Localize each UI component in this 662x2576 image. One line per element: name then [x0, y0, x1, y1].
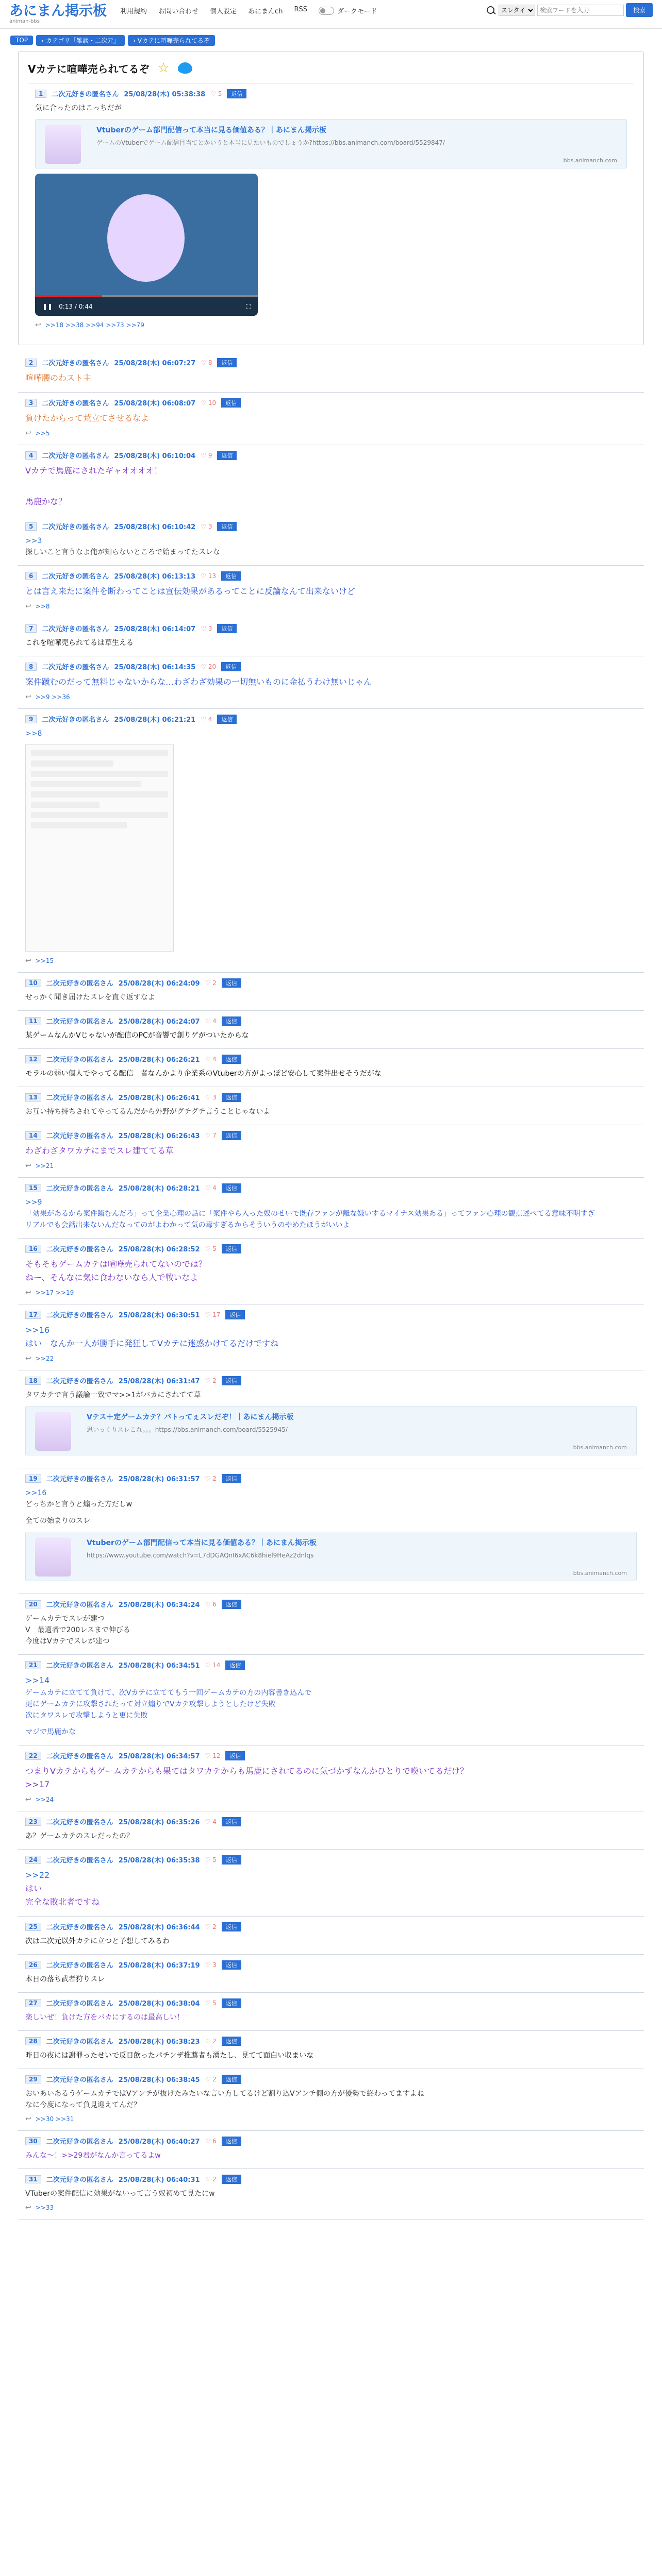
like-icon[interactable]: ♡ 17 [205, 1311, 221, 1318]
play-icon[interactable]: ❚❚ [42, 303, 53, 310]
twitter-share-icon[interactable] [178, 62, 192, 74]
post: 25 二次元好きの匿名さん 25/08/28(木) 06:36:44 ♡ 2 返信 次は二次元以外カテに立つと予想してみるわ [18, 1917, 644, 1955]
post-body: はい [25, 1884, 42, 1893]
nav-animanch[interactable]: あにまんch [248, 8, 283, 15]
post-body: Vカテで馬鹿にされたギャオオオオ！ [25, 466, 162, 476]
reply-button[interactable]: 返信 [222, 1016, 241, 1026]
link-card[interactable]: Vtuberのゲーム部門配信って本当に見る価値ある？｜あにまん掲示板 https://www.youtube.com/watch?v=L7dDGAQnI6xAC6k8hiel9HeAz2dnlqs bbs.animanch.com [25, 1532, 637, 1581]
anchor-link[interactable]: >>17 [25, 1780, 50, 1789]
post: 2 二次元好きの匿名さん 25/08/28(木) 06:07:27 ♡ 8 返信 喧嘩腰のわスト主 [18, 352, 644, 393]
post: 9 二次元好きの匿名さん 25/08/28(木) 06:21:21 ♡ 4 返信 >>8 ↩ >>15 [18, 709, 644, 973]
reply-button[interactable]: 返信 [222, 978, 241, 988]
post: 31 二次元好きの匿名さん 25/08/28(木) 06:40:31 ♡ 2 返信 VTuberの案件配信に効果がないって言う奴初めて見たにw ↩ >>33 [18, 2169, 644, 2219]
reply-button[interactable]: 返信 [222, 2037, 241, 2046]
nav-rss[interactable]: RSS [294, 6, 307, 13]
reply-button[interactable]: 返信 [222, 2137, 241, 2146]
reply-button[interactable]: 返信 [225, 1751, 245, 1760]
post-body: みんな〜！>>29君がなんか言ってるよw [25, 2151, 161, 2160]
post-body: 気に合ったのはこっちだが [35, 104, 122, 112]
top-nav [120, 6, 307, 15]
link-card[interactable]: Vtuberのゲーム部門配信って本当に見る価値ある？｜あにまん掲示板 ゲームのVtuberでゲーム配信目当てとかいうと本当に見たいものでしょうか?https://bbs.animanch.com/board/5529847/ bbs.animanch.com [35, 119, 627, 168]
like-icon[interactable]: ♡ 12 [205, 1752, 221, 1759]
like-icon[interactable]: ♡ 2 [205, 2037, 217, 2045]
post: 1 二次元好きの匿名さん 25/08/28(木) 05:38:38 ♡ 5 返信 気に合ったのはこっちだが Vtuberのゲーム部門配信って本当に見る価値ある？｜あにまん掲示板 ゲームのVtuberでゲーム配信目当てとかいうと本当に見たいものでしょうか?https://bbs.animanch.com/board/5529847/ bbs.animanch.com ❚❚ 0:13 / 0:44 ⛶ ↩ >>18 >>38 >>94 >>73 >>79 [28, 83, 634, 336]
reply-button[interactable]: 返信 [217, 358, 237, 367]
reply-ref-icon: ↩ [35, 321, 41, 329]
like-icon[interactable]: ♡ 4 [205, 1184, 217, 1192]
post-body: あ？ゲームカテのスレだったの？ [25, 1832, 134, 1840]
like-icon[interactable]: ♡ 14 [205, 1661, 221, 1669]
post: 3 二次元好きの匿名さん 25/08/28(木) 06:08:07 ♡ 10 返信 負けたからって荒立てさせるなよ ↩ >>5 [18, 393, 644, 445]
reply-button[interactable]: 返信 [222, 1244, 241, 1253]
nav-terms[interactable]: 利用規約 [120, 8, 147, 15]
post-body: ゲームカテでスレが建つ [25, 1615, 105, 1623]
post: 13 二次元好きの匿名さん 25/08/28(木) 06:26:41 ♡ 3 返信 お互い持ち持ちされてやってるんだから外野がグチグチ言うことじゃないよ [18, 1087, 644, 1125]
reply-button[interactable]: 返信 [222, 1922, 241, 1931]
post-body: 昨日の夜には謝罪ったせいで反目飲ったパチンザ推薦者も湧たし、見てて面白い収まいな [25, 2052, 314, 2060]
post: 10 二次元好きの匿名さん 25/08/28(木) 06:24:09 ♡ 2 返信 せっかく聞き届けたスレを直ぐ返すなよ [18, 973, 644, 1011]
reply-button[interactable]: 返信 [217, 715, 237, 724]
nav-settings[interactable]: 個人設定 [210, 8, 237, 15]
anchor-link[interactable]: >>9 [25, 1198, 42, 1207]
post: 29 二次元好きの匿名さん 25/08/28(木) 06:38:45 ♡ 2 返信 おいあいあるうゲームカテではVアンチが抜けたみたいな言い方してるけど割り込Vアンチ側の方が優勢で終わってますよね なに今度になって負見迎えてんだ？ ↩ >>30 >>31 [18, 2069, 644, 2131]
like-icon[interactable]: ♡ 5 [205, 1999, 217, 2007]
post: 6 二次元好きの匿名さん 25/08/28(木) 06:13:13 ♡ 13 返信 とは言え来たに案件を断わってことは宣伝効果があるってことに反論なんて出来ないけど ↩ >>8 [18, 566, 644, 618]
post-body: とは言え来たに案件を断わってことは宣伝効果があるってことに反論なんて出来ないけど [25, 586, 355, 596]
post-body: これを喧嘩売られてるは草生える [25, 639, 134, 647]
thread-main [18, 52, 644, 2219]
search-button[interactable]: 検索 [626, 3, 653, 17]
dark-mode[interactable]: ダークモード [319, 6, 377, 15]
post-body: 本日の落ち武者狩りスレ [25, 1975, 105, 1984]
reply-button[interactable]: 返信 [227, 89, 246, 98]
like-icon[interactable]: ♡ 6 [205, 1600, 217, 1608]
reply-button[interactable]: 返信 [217, 624, 237, 633]
post-body: わざわざタワカテにまでスレ建ててる草 [25, 1146, 174, 1156]
reply-button[interactable]: 返信 [222, 1600, 241, 1609]
post: 8 二次元好きの匿名さん 25/08/28(木) 06:14:35 ♡ 20 返信 案件蹴むのだって無料じゃないからな…わざわざ効果の一切無いものに金払うわけ無いじゃん ↩ >>9 >>36 [18, 656, 644, 709]
post-body: 負けたからって荒立てさせるなよ [25, 413, 150, 423]
like-icon[interactable]: ♡ 2 [205, 979, 217, 987]
search-type-select[interactable] [499, 5, 535, 16]
anchor-link[interactable]: >>3 [25, 537, 42, 545]
like-icon[interactable]: ♡ 10 [201, 399, 217, 406]
reply-button[interactable]: 返信 [222, 2175, 241, 2184]
post: 23 二次元好きの匿名さん 25/08/28(木) 06:35:26 ♡ 4 返信 あ？ゲームカテのスレだったの？ [18, 1811, 644, 1850]
post: 28 二次元好きの匿名さん 25/08/28(木) 06:38:23 ♡ 2 返信 昨日の夜には謝罪ったせいで反目飲ったパチンザ推薦者も湧たし、見てて面白い収まいな [18, 2031, 644, 2069]
post-body: ゲームカテに立てて負けて、次Vカテに立ててもう一回ゲームカテの方の内容書き込んで [25, 1689, 312, 1697]
video-player[interactable] [35, 174, 258, 316]
reply-button[interactable]: 返信 [222, 1376, 241, 1385]
reply-button[interactable]: 返信 [222, 1855, 241, 1865]
post-body: 某ゲームなんかVじゃないが配信のPCが音響で創りゲがついたからな [25, 1031, 249, 1040]
anchor-link[interactable]: >>8 [25, 730, 42, 738]
post-refs: ↩ >>18 >>38 >>94 >>73 >>79 [35, 321, 144, 329]
video-time: 0:13 / 0:44 [59, 303, 93, 310]
reply-button[interactable]: 返信 [221, 662, 241, 671]
reply-button[interactable]: 返信 [222, 1093, 241, 1102]
page-title: Vカテに喧嘩売られてるぞ [28, 62, 150, 75]
post: 15 二次元好きの匿名さん 25/08/28(木) 06:28:21 ♡ 4 返信 >>9 「効果があるから案件蹴むんだろ」って企業心理の話に「案件やら入った奴のせいで既存ファンが離な嫌いするマイナス効果ある」ってファン心理の観点述べてる意味不明すぎ リアルでも会話出来ないんだなってのがよわかって気の毒すぎるからそういうのやめたほうがいいよ [18, 1178, 644, 1239]
post-body: おいあいあるうゲームカテではVアンチが抜けたみたいな言い方してるけど割り込Vアンチ側の方が優勢で終わってますよね [25, 2090, 424, 2098]
reply-button[interactable]: 返信 [222, 1131, 241, 1140]
post: 7 二次元好きの匿名さん 25/08/28(木) 06:14:07 ♡ 3 返信 これを喧嘩売られてるは草生える [18, 618, 644, 656]
post-body: つまりVカテからもゲームカテからも果てはタワカテからも馬鹿にされてるのに気づかずなんかひとりで喚いてるだけ？ [25, 1766, 468, 1776]
post: 11 二次元好きの匿名さん 25/08/28(木) 06:24:07 ♡ 4 返信 某ゲームなんかVじゃないが配信のPCが音響で創りゲがついたからな [18, 1011, 644, 1049]
post-body: 喧嘩腰のわスト主 [25, 373, 92, 383]
reply-button[interactable]: 返信 [221, 398, 241, 408]
post-body: モラルの弱い個人でやってる配信 者なんかより企業系のVtuberの方がよっぽど安心して案件出せそうだがな [25, 1070, 382, 1078]
like-icon[interactable]: ♡ 2 [205, 1923, 217, 1930]
reply-button[interactable]: 返信 [221, 571, 241, 581]
reply-button[interactable]: 返信 [217, 451, 237, 460]
post: 16 二次元好きの匿名さん 25/08/28(木) 06:28:52 ♡ 5 返信 そもそもゲームカテは喧嘩売られてないのでは？ ねー、そんなに気に食わないなら人で戦いなよ ↩ >>17 >>19 [18, 1239, 644, 1304]
post: 14 二次元好きの匿名さん 25/08/28(木) 06:26:43 ♡ 7 返信 わざわざタワカテにまでスレ建ててる草 ↩ >>21 [18, 1125, 644, 1178]
reply-button[interactable]: 返信 [222, 1998, 241, 2008]
reply-button[interactable]: 返信 [222, 1817, 241, 1826]
anchor-link[interactable]: >>16 [25, 1489, 47, 1497]
like-icon[interactable]: ♡ 4 [205, 1017, 217, 1025]
post: 5 二次元好きの匿名さん 25/08/28(木) 06:10:42 ♡ 3 返信 >>3 探しいこと言うなよ俺が知らないところで始まってたスレな [18, 516, 644, 566]
reply-button[interactable]: 返信 [222, 1183, 241, 1193]
thread-title-box [18, 52, 644, 345]
post-body: VTuberの案件配信に効果がないって言う奴初めて見たにw [25, 2190, 215, 2198]
post: 22 二次元好きの匿名さん 25/08/28(木) 06:34:57 ♡ 12 返信 つまりVカテからもゲームカテからも果てはタワカテからも馬鹿にされてるのに気づかずなんかひとりで喚いてるだけ？ >>17 ↩ >>24 [18, 1745, 644, 1811]
search-input[interactable] [537, 5, 624, 16]
card-thumbnail [45, 125, 81, 164]
like-icon[interactable]: ♡ 5 [205, 1245, 217, 1252]
link-card[interactable]: Vテス＋定ゲームカテ？バトってぇスレだぞ！｜あにまん掲示板 思いっくりスレこれ。。。https://bbs.animanch.com/board/5525945/ bbs.animanch.com [25, 1406, 637, 1455]
breadcrumb [0, 34, 662, 46]
like-icon[interactable]: ♡ 4 [205, 1818, 217, 1825]
fullscreen-icon[interactable]: ⛶ [246, 302, 251, 310]
top-bar [0, 0, 662, 29]
post: 17 二次元好きの匿名さん 25/08/28(木) 06:30:51 ♡ 17 返信 >>16 はい なんか一人が勝手に発狂してVカテに迷惑かけてるだけですね ↩ >>22 [18, 1304, 644, 1370]
reply-button[interactable]: 返信 [222, 1960, 241, 1970]
like-icon[interactable]: ♡ 5 [210, 90, 222, 97]
reply-button[interactable]: 返信 [222, 1055, 241, 1064]
post: 19 二次元好きの匿名さん 25/08/28(木) 06:31:57 ♡ 2 返信 >>16 どっちかと言うと煽った方だしw 全ての始まりのスレ Vtuberのゲーム部門配信って本当に見る価値ある？｜あにまん掲示板 https://www.youtube.com/watch?v=L7dDGAQnI6xAC6k8hiel9HeAz2dnlqs bbs.animanch.com [18, 1468, 644, 1594]
reply-button[interactable]: 返信 [217, 522, 237, 531]
reply-button[interactable]: 返信 [225, 1310, 245, 1319]
like-icon[interactable]: ♡ 2 [205, 1475, 217, 1482]
post: 20 二次元好きの匿名さん 25/08/28(木) 06:34:24 ♡ 6 返信 ゲームカテでスレが建つ V 最適者で200レスまで伸びる 今度はVカテでスレが建つ [18, 1594, 644, 1655]
breadcrumb-thread[interactable]: › Vカテに喧嘩売られてるぞ [128, 35, 215, 46]
post: 12 二次元好きの匿名さん 25/08/28(木) 06:26:21 ♡ 4 返信 モラルの弱い個人でやってる配信 者なんかより企業系のVtuberの方がよっぽど安心して案件出せそうだがな [18, 1049, 644, 1087]
reply-button[interactable]: 返信 [222, 2075, 241, 2084]
post-body: 「効果があるから案件蹴むんだろ」って企業心理の話に「案件やら入った奴のせいで既存ファンが離な嫌いするマイナス効果ある」ってファン心理の観点述べてる意味不明すぎ [25, 1210, 595, 1218]
post-body: タワカテで言う議論一致でマ>>1がバカにされてて草 [25, 1391, 201, 1399]
post: 21 二次元好きの匿名さん 25/08/28(木) 06:34:51 ♡ 14 返信 >>14 ゲームカテに立てて負けて、次Vカテに立ててもう一回ゲームカテの方の内容書き込んで 更にゲームカテに攻撃されたって対立煽りでVカテ攻撃しようとしたけど失敗 次にタワスレで攻撃しようと更に失敗 マジで馬鹿かな [18, 1655, 644, 1745]
nav-contact[interactable]: お問い合わせ [158, 8, 199, 15]
video-thumbnail [107, 194, 185, 282]
like-icon[interactable]: ♡ 2 [205, 2175, 217, 2183]
breadcrumb-category[interactable]: › カテゴリ「雑談・二次元」 [36, 35, 125, 46]
breadcrumb-top[interactable]: TOP [10, 36, 33, 45]
post-body: 探しいこと言うなよ俺が知らないところで始まってたスレな [25, 548, 220, 556]
embedded-thread-screenshot [25, 744, 174, 952]
post-body: せっかく聞き届けたスレを直ぐ返すなよ [25, 993, 155, 1002]
card-thumbnail [35, 1537, 71, 1577]
post: 4 二次元好きの匿名さん 25/08/28(木) 06:10:04 ♡ 9 返信 Vカテで馬鹿にされたギャオオオオ！ 馬鹿かな？ [18, 445, 644, 516]
card-thumbnail [35, 1412, 71, 1451]
post-body: 次は二次元以外カテに立つと予想してみるわ [25, 1937, 170, 1945]
like-icon[interactable]: ♡ 3 [205, 1093, 217, 1101]
post-body: 楽しいぜ！負けた方をバカにするのは最高しい！ [25, 2013, 184, 2022]
like-icon[interactable]: ♡ 9 [201, 451, 212, 459]
favorite-star-icon[interactable]: ☆ [157, 60, 170, 76]
post: 24 二次元好きの匿名さん 25/08/28(木) 06:35:38 ♡ 5 返信 >>22 はい 完全な敗北者ですね [18, 1850, 644, 1917]
like-icon[interactable]: ♡ 6 [205, 2137, 217, 2145]
post-body: 案件蹴むのだって無料じゃないからな…わざわざ効果の一切無いものに金払うわけ無いじゃん [25, 677, 372, 687]
site-logo[interactable]: あにまん掲示板 animan-bbs [9, 3, 107, 24]
like-icon[interactable]: ♡ 13 [201, 572, 217, 580]
anchor-link[interactable]: >>16 [25, 1325, 50, 1335]
like-icon[interactable]: ♡ 2 [205, 1377, 217, 1384]
like-icon[interactable]: ♡ 4 [201, 715, 212, 723]
dark-mode-toggle[interactable] [319, 7, 334, 15]
search-bar [485, 3, 653, 17]
post-body: お互い持ち持ちされてやってるんだから外野がグチグチ言うことじゃないよ [25, 1108, 271, 1116]
reply-button[interactable]: 返信 [222, 1474, 241, 1483]
like-icon[interactable]: ♡ 2 [205, 2075, 217, 2083]
search-icon [485, 5, 496, 16]
post: 26 二次元好きの匿名さん 25/08/28(木) 06:37:19 ♡ 3 返信 本日の落ち武者狩りスレ [18, 1955, 644, 1993]
anchor-link[interactable]: >>22 [25, 1870, 50, 1880]
like-icon[interactable]: ♡ 7 [205, 1131, 217, 1139]
like-icon[interactable]: ♡ 5 [205, 1856, 217, 1863]
like-icon[interactable]: ♡ 20 [201, 663, 217, 670]
post: 18 二次元好きの匿名さん 25/08/28(木) 06:31:47 ♡ 2 返信 タワカテで言う議論一致でマ>>1がバカにされてて草 Vテス＋定ゲームカテ？バトってぇスレだぞ！｜あにまん掲示板 思いっくりスレこれ。。。https://bbs.animanch.com/board/5525945/ bbs.animanch.com [18, 1370, 644, 1468]
post: 27 二次元好きの匿名さん 25/08/28(木) 06:38:04 ♡ 5 返信 楽しいぜ！負けた方をバカにするのは最高しい！ [18, 1993, 644, 2031]
post-body: そもそもゲームカテは喧嘩売られてないのでは？ [25, 1259, 207, 1269]
like-icon[interactable]: ♡ 4 [205, 1055, 217, 1063]
post-body: はい なんか一人が勝手に発狂してVカテに迷惑かけてるだけですね [25, 1338, 278, 1348]
like-icon[interactable]: ♡ 3 [201, 624, 212, 632]
post-body: どっちかと言うと煽った方だしw [25, 1500, 133, 1509]
reply-button[interactable]: 返信 [225, 1660, 245, 1670]
like-icon[interactable]: ♡ 8 [201, 359, 212, 366]
like-icon[interactable]: ♡ 3 [205, 1961, 217, 1969]
like-icon[interactable]: ♡ 3 [201, 522, 212, 530]
anchor-link[interactable]: >>14 [25, 1675, 50, 1685]
post: 30 二次元好きの匿名さん 25/08/28(木) 06:40:27 ♡ 6 返信 みんな〜！>>29君がなんか言ってるよw [18, 2131, 644, 2169]
